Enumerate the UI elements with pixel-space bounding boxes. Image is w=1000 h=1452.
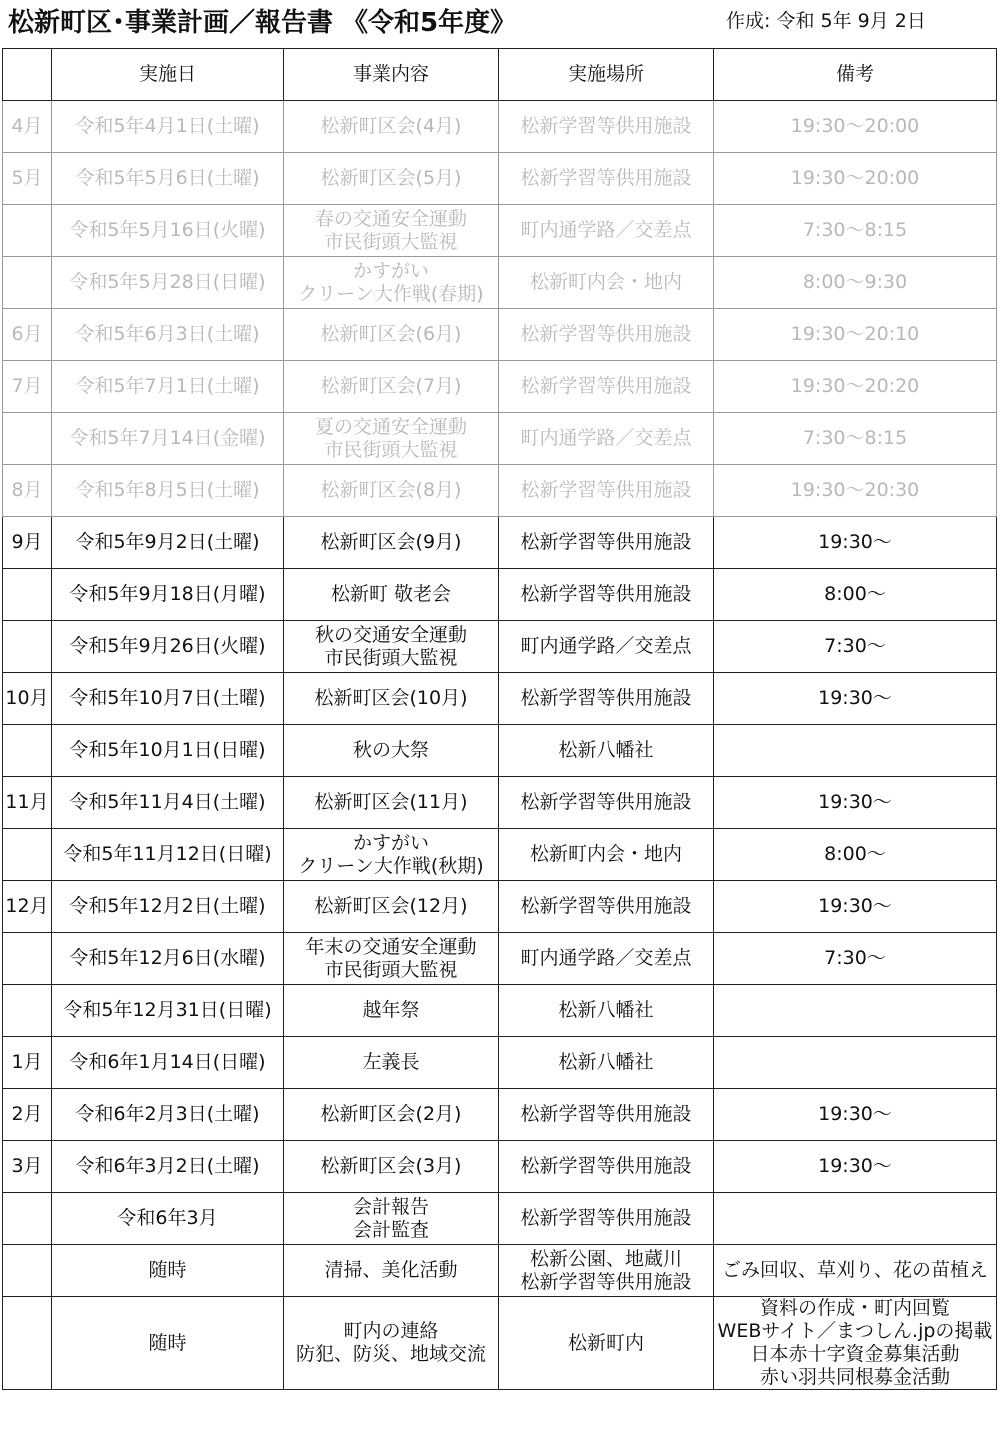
note-cell: 19:30～ bbox=[714, 881, 997, 933]
month-cell: 9月 bbox=[3, 517, 52, 569]
date-cell: 随時 bbox=[52, 1297, 284, 1390]
month-cell bbox=[3, 257, 52, 309]
month-cell bbox=[3, 933, 52, 985]
date-cell: 令和5年9月18日(月曜) bbox=[52, 569, 284, 621]
table-row bbox=[3, 465, 997, 517]
created-date: 作成: 令和 5年 9月 2日 bbox=[726, 10, 926, 32]
place-cell: 松新学習等供用施設 bbox=[499, 881, 714, 933]
note-cell: 19:30～20:30 bbox=[714, 465, 997, 517]
content-cell: 松新町区会(7月) bbox=[284, 361, 499, 413]
place-cell: 松新学習等供用施設 bbox=[499, 153, 714, 205]
place-cell: 松新学習等供用施設 bbox=[499, 465, 714, 517]
date-cell: 令和5年10月7日(土曜) bbox=[52, 673, 284, 725]
date-cell: 令和6年3月 bbox=[52, 1193, 284, 1245]
date-cell: 令和5年9月26日(火曜) bbox=[52, 621, 284, 673]
note-cell: 8:00～9:30 bbox=[714, 257, 997, 309]
date-cell: 令和5年7月1日(土曜) bbox=[52, 361, 284, 413]
month-cell: 4月 bbox=[3, 101, 52, 153]
month-cell bbox=[3, 725, 52, 777]
place-cell: 松新学習等供用施設 bbox=[499, 1089, 714, 1141]
table-row bbox=[3, 673, 997, 725]
month-cell bbox=[3, 1193, 52, 1245]
note-cell: 19:30～20:00 bbox=[714, 153, 997, 205]
content-cell: 越年祭 bbox=[284, 985, 499, 1037]
table-row bbox=[3, 413, 997, 465]
content-cell: かすがい クリーン大作戦(秋期) bbox=[284, 829, 499, 881]
table-row bbox=[3, 985, 997, 1037]
header-row bbox=[3, 49, 997, 101]
header-place: 実施場所 bbox=[499, 49, 714, 101]
place-cell: 松新学習等供用施設 bbox=[499, 517, 714, 569]
month-cell: 8月 bbox=[3, 465, 52, 517]
month-cell bbox=[3, 829, 52, 881]
header-date: 実施日 bbox=[52, 49, 284, 101]
content-cell: 秋の大祭 bbox=[284, 725, 499, 777]
date-cell: 令和5年6月3日(土曜) bbox=[52, 309, 284, 361]
note-cell: 19:30～20:00 bbox=[714, 101, 997, 153]
date-cell: 令和5年12月31日(日曜) bbox=[52, 985, 284, 1037]
header-content: 事業内容 bbox=[284, 49, 499, 101]
date-cell: 令和6年1月14日(日曜) bbox=[52, 1037, 284, 1089]
table-row bbox=[3, 309, 997, 361]
schedule-body bbox=[3, 101, 997, 1390]
note-cell bbox=[714, 1193, 997, 1245]
place-cell: 松新学習等供用施設 bbox=[499, 569, 714, 621]
date-cell: 令和5年5月28日(日曜) bbox=[52, 257, 284, 309]
place-cell: 町内通学路／交差点 bbox=[499, 933, 714, 985]
place-cell: 松新学習等供用施設 bbox=[499, 673, 714, 725]
date-cell: 令和5年12月6日(水曜) bbox=[52, 933, 284, 985]
content-cell: 秋の交通安全運動 市民街頭大監視 bbox=[284, 621, 499, 673]
month-cell bbox=[3, 205, 52, 257]
month-cell: 12月 bbox=[3, 881, 52, 933]
month-cell: 7月 bbox=[3, 361, 52, 413]
table-row bbox=[3, 517, 997, 569]
table-row bbox=[3, 777, 997, 829]
place-cell: 松新公園、地蔵川 松新学習等供用施設 bbox=[499, 1245, 714, 1297]
date-cell: 令和5年8月5日(土曜) bbox=[52, 465, 284, 517]
content-cell: 年末の交通安全運動 市民街頭大監視 bbox=[284, 933, 499, 985]
table-row bbox=[3, 205, 997, 257]
date-cell: 令和6年3月2日(土曜) bbox=[52, 1141, 284, 1193]
schedule-table bbox=[2, 48, 997, 1390]
place-cell: 町内通学路／交差点 bbox=[499, 205, 714, 257]
place-cell: 松新町内 bbox=[499, 1297, 714, 1390]
month-cell bbox=[3, 1245, 52, 1297]
note-cell: 19:30～20:10 bbox=[714, 309, 997, 361]
table-row bbox=[3, 1141, 997, 1193]
content-cell: 清掃、美化活動 bbox=[284, 1245, 499, 1297]
month-cell bbox=[3, 621, 52, 673]
note-cell: 資料の作成・町内回覧 WEBサイト／まつしん.jpの掲載 日本赤十字資金募集活動 赤い羽共同根募金活動 bbox=[714, 1297, 997, 1390]
note-cell: 19:30～ bbox=[714, 777, 997, 829]
month-cell: 3月 bbox=[3, 1141, 52, 1193]
place-cell: 町内通学路／交差点 bbox=[499, 413, 714, 465]
content-cell: 松新町 敬老会 bbox=[284, 569, 499, 621]
place-cell: 松新学習等供用施設 bbox=[499, 777, 714, 829]
date-cell: 令和5年4月1日(土曜) bbox=[52, 101, 284, 153]
content-cell: 松新町区会(3月) bbox=[284, 1141, 499, 1193]
note-cell bbox=[714, 725, 997, 777]
table-row bbox=[3, 933, 997, 985]
date-cell: 令和5年11月12日(日曜) bbox=[52, 829, 284, 881]
table-row bbox=[3, 569, 997, 621]
place-cell: 松新町内会・地内 bbox=[499, 829, 714, 881]
date-cell: 令和5年11月4日(土曜) bbox=[52, 777, 284, 829]
header-month bbox=[3, 49, 52, 101]
date-cell: 令和5年12月2日(土曜) bbox=[52, 881, 284, 933]
note-cell: 19:30～ bbox=[714, 1089, 997, 1141]
table-row bbox=[3, 257, 997, 309]
note-cell: 7:30～8:15 bbox=[714, 413, 997, 465]
content-cell: 松新町区会(8月) bbox=[284, 465, 499, 517]
month-cell: 11月 bbox=[3, 777, 52, 829]
note-cell: 7:30～8:15 bbox=[714, 205, 997, 257]
month-cell bbox=[3, 569, 52, 621]
content-cell: 松新町区会(2月) bbox=[284, 1089, 499, 1141]
table-row bbox=[3, 725, 997, 777]
date-cell: 令和5年7月14日(金曜) bbox=[52, 413, 284, 465]
note-cell bbox=[714, 1037, 997, 1089]
place-cell: 松新八幡社 bbox=[499, 1037, 714, 1089]
place-cell: 松新学習等供用施設 bbox=[499, 1141, 714, 1193]
content-cell: 夏の交通安全運動 市民街頭大監視 bbox=[284, 413, 499, 465]
place-cell: 松新学習等供用施設 bbox=[499, 1193, 714, 1245]
table-row bbox=[3, 1245, 997, 1297]
place-cell: 松新学習等供用施設 bbox=[499, 309, 714, 361]
table-row bbox=[3, 829, 997, 881]
table-row bbox=[3, 1089, 997, 1141]
content-cell: 松新町区会(11月) bbox=[284, 777, 499, 829]
note-cell: 7:30～ bbox=[714, 621, 997, 673]
note-cell: ごみ回収、草刈り、花の苗植え bbox=[714, 1245, 997, 1297]
note-cell: 19:30～ bbox=[714, 1141, 997, 1193]
table-row bbox=[3, 101, 997, 153]
note-cell: 7:30～ bbox=[714, 933, 997, 985]
content-cell: 松新町区会(10月) bbox=[284, 673, 499, 725]
content-cell: 松新町区会(9月) bbox=[284, 517, 499, 569]
note-cell bbox=[714, 985, 997, 1037]
month-cell bbox=[3, 413, 52, 465]
table-row bbox=[3, 881, 997, 933]
note-cell: 8:00～ bbox=[714, 829, 997, 881]
month-cell: 6月 bbox=[3, 309, 52, 361]
place-cell: 松新学習等供用施設 bbox=[499, 101, 714, 153]
header-note: 備考 bbox=[714, 49, 997, 101]
month-cell: 2月 bbox=[3, 1089, 52, 1141]
content-cell: 会計報告 会計監査 bbox=[284, 1193, 499, 1245]
place-cell: 松新八幡社 bbox=[499, 985, 714, 1037]
content-cell: かすがい クリーン大作戦(春期) bbox=[284, 257, 499, 309]
page-title: 松新町区･事業計画／報告書 《令和5年度》 bbox=[8, 8, 517, 38]
date-cell: 令和5年5月16日(火曜) bbox=[52, 205, 284, 257]
note-cell: 19:30～20:20 bbox=[714, 361, 997, 413]
content-cell: 松新町区会(12月) bbox=[284, 881, 499, 933]
month-cell: 1月 bbox=[3, 1037, 52, 1089]
date-cell: 令和5年10月1日(日曜) bbox=[52, 725, 284, 777]
date-cell: 令和6年2月3日(土曜) bbox=[52, 1089, 284, 1141]
date-cell: 随時 bbox=[52, 1245, 284, 1297]
month-cell: 5月 bbox=[3, 153, 52, 205]
content-cell: 左義長 bbox=[284, 1037, 499, 1089]
place-cell: 松新学習等供用施設 bbox=[499, 361, 714, 413]
place-cell: 松新八幡社 bbox=[499, 725, 714, 777]
note-cell: 19:30～ bbox=[714, 517, 997, 569]
table-row bbox=[3, 1297, 997, 1390]
month-cell bbox=[3, 1297, 52, 1390]
table-row bbox=[3, 153, 997, 205]
note-cell: 8:00～ bbox=[714, 569, 997, 621]
table-row bbox=[3, 1193, 997, 1245]
table-row bbox=[3, 1037, 997, 1089]
content-cell: 松新町区会(4月) bbox=[284, 101, 499, 153]
note-cell: 19:30～ bbox=[714, 673, 997, 725]
content-cell: 松新町区会(6月) bbox=[284, 309, 499, 361]
table-row bbox=[3, 621, 997, 673]
content-cell: 町内の連絡 防犯、防災、地域交流 bbox=[284, 1297, 499, 1390]
content-cell: 松新町区会(5月) bbox=[284, 153, 499, 205]
month-cell bbox=[3, 985, 52, 1037]
date-cell: 令和5年5月6日(土曜) bbox=[52, 153, 284, 205]
place-cell: 松新町内会・地内 bbox=[499, 257, 714, 309]
content-cell: 春の交通安全運動 市民街頭大監視 bbox=[284, 205, 499, 257]
month-cell: 10月 bbox=[3, 673, 52, 725]
date-cell: 令和5年9月2日(土曜) bbox=[52, 517, 284, 569]
table-row bbox=[3, 361, 997, 413]
place-cell: 町内通学路／交差点 bbox=[499, 621, 714, 673]
